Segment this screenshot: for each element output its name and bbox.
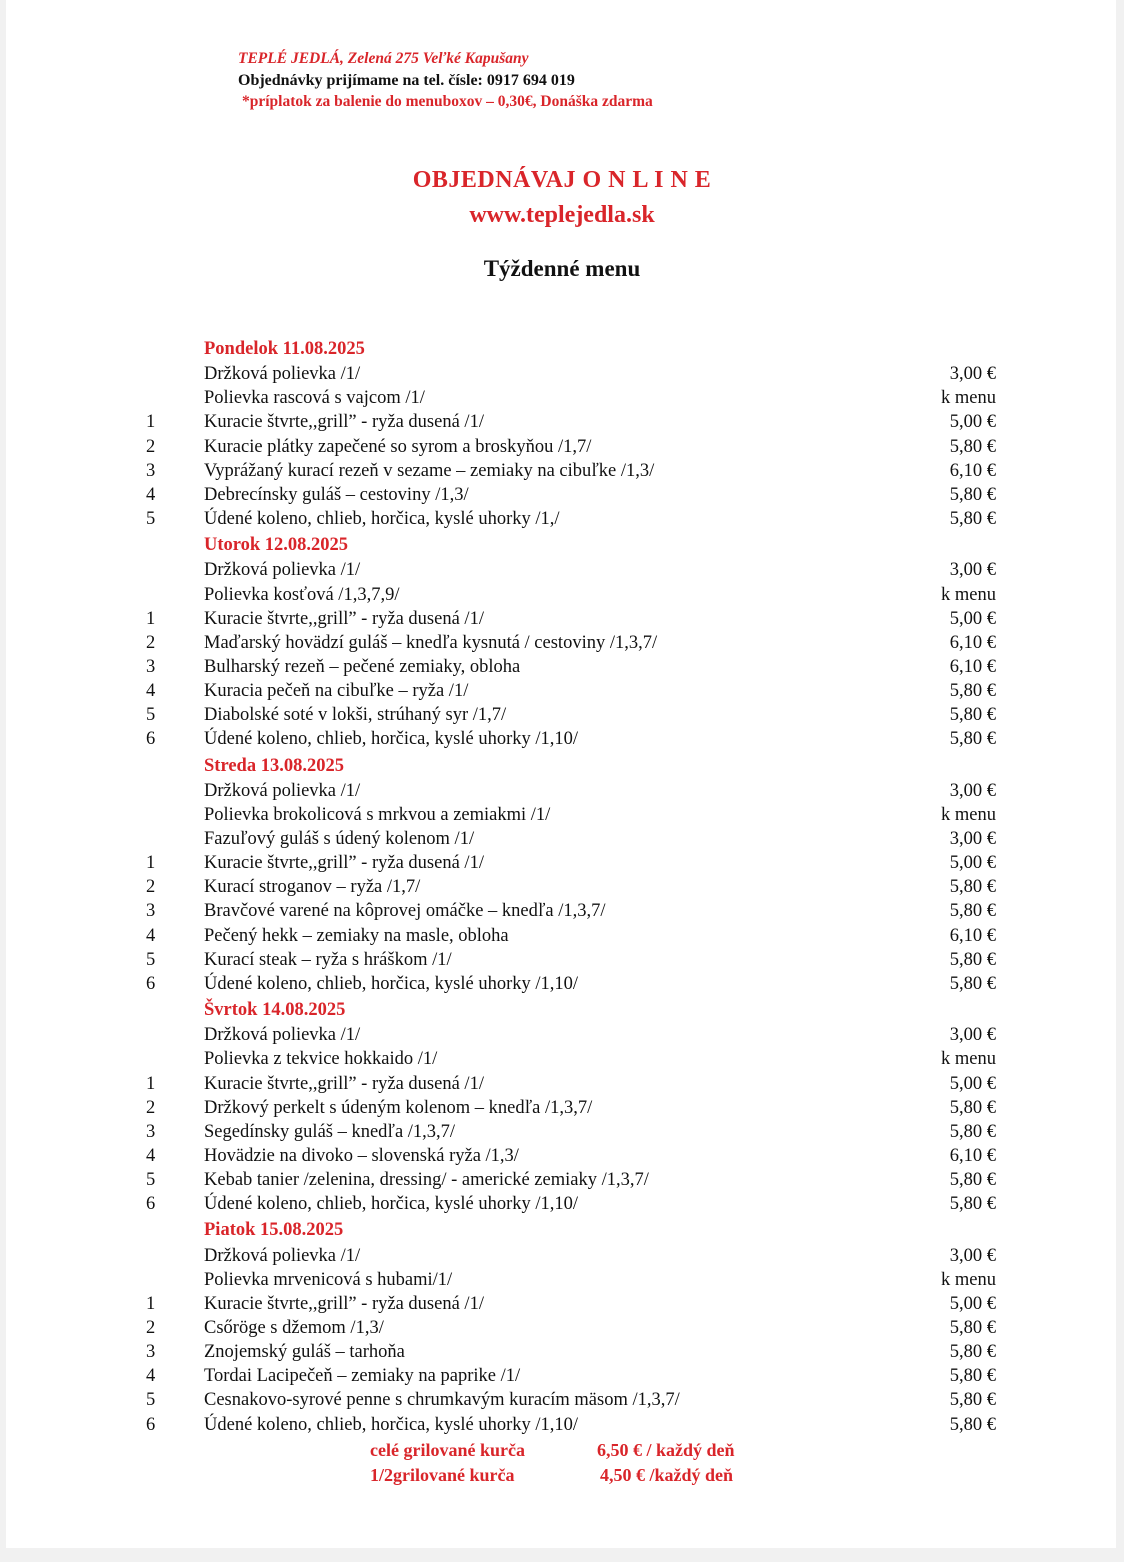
menu-item-name: Držková polievka /1/	[204, 1245, 361, 1266]
menu-item-number: 1	[146, 1073, 156, 1094]
day-heading: Švrtok 14.08.2025	[204, 1000, 346, 1021]
menu-item-row	[0, 950, 1124, 974]
menu-item-price: 3,00 €	[949, 829, 996, 849]
day-heading: Piatok 15.08.2025	[204, 1220, 344, 1241]
menu-item-price: 5,80 €	[949, 1121, 996, 1142]
menu-item-price: k menu	[941, 1269, 996, 1290]
menu-item-name: Maďarský hovädzí guláš – knedľa kysnutá / cestoviny /1,3,7/	[204, 632, 658, 653]
menu-item-number: 4	[146, 1145, 156, 1166]
menu-item-number: 6	[146, 729, 156, 750]
menu-item-number: 1	[146, 853, 156, 874]
menu-item-name: Údené koleno, chlieb, horčica, kyslé uhorky /1,10/	[204, 973, 579, 994]
menu-item-price: 5,80 €	[949, 973, 996, 994]
menu-item-number: 1	[146, 1293, 156, 1314]
footer-price-whole-chicken: 6,50 € / každý deň	[597, 1440, 735, 1460]
menu-item-name: Pečený hekk – zemiaky na masle, obloha	[204, 925, 509, 946]
menu-item-row	[0, 485, 1124, 509]
menu-item-row	[0, 729, 1124, 753]
menu-item-price: 6,10 €	[949, 656, 996, 677]
menu-item-price: 5,80 €	[949, 877, 996, 898]
menu-item-name: Vyprážaný kurací rezeň v sezame – zemiaky na cibuľke /1,3/	[204, 460, 655, 481]
menu-item-number: 4	[146, 484, 156, 505]
menu-item-price: 5,00 €	[949, 412, 996, 433]
menu-item-row	[0, 681, 1124, 705]
menu-item-price: k menu	[941, 1049, 996, 1070]
menu-item-number: 5	[146, 1390, 156, 1411]
menu-item-row	[0, 1294, 1124, 1318]
menu-item-row	[0, 364, 1124, 388]
menu-item-row	[0, 388, 1124, 412]
menu-item-number: 3	[146, 1342, 156, 1363]
menu-item-price: 5,80 €	[949, 1390, 996, 1411]
menu-item-number: 3	[146, 1121, 156, 1142]
menu-item-name: Kuracie štvrte,,grill” - ryža dusená /1/	[204, 608, 484, 629]
menu-item-number: 3	[146, 460, 156, 481]
menu-item-row	[0, 1074, 1124, 1098]
day-heading: Utorok 12.08.2025	[204, 535, 349, 556]
menu-item-name: Údené koleno, chlieb, horčica, kyslé uhorky /1,/	[204, 509, 560, 530]
menu-item-row	[0, 1390, 1124, 1414]
menu-item-price: 5,80 €	[949, 901, 996, 922]
menu-item-price: 6,10 €	[949, 632, 996, 653]
menu-item-price: 5,80 €	[949, 1194, 996, 1215]
menu-item-number: 5	[146, 509, 156, 530]
menu-item-number: 6	[146, 973, 156, 994]
menu-item-name: Polievka rascová s vajcom /1/	[204, 388, 425, 409]
menu-item-price: 5,00 €	[949, 1073, 996, 1094]
menu-item-name: Polievka z tekvice hokkaido /1/	[204, 1049, 438, 1070]
menu-item-price: 3,00 €	[949, 1025, 996, 1046]
menu-item-name: Segedínsky guláš – knedľa /1,3,7/	[204, 1121, 456, 1142]
footer-price-half-chicken: 4,50 € /každý deň	[600, 1465, 734, 1485]
menu-item-price: k menu	[941, 584, 996, 605]
menu-item-name: Csőröge s džemom /1,3/	[204, 1318, 384, 1338]
menu-item-name: Polievka brokolicová s mrkvou a zemiakmi /1/	[204, 804, 551, 825]
menu-item-number: 1	[146, 608, 156, 629]
menu-item-row	[0, 805, 1124, 829]
menu-item-name: Držková polievka /1/	[204, 364, 361, 385]
menu-item-price: 5,80 €	[949, 1097, 996, 1118]
menu-item-row	[0, 974, 1124, 998]
menu-item-name: Držková polievka /1/	[204, 1025, 361, 1046]
menu-item-number: 5	[146, 1170, 156, 1191]
menu-item-name: Kurací stroganov – ryža /1,7/	[204, 877, 421, 898]
menu-item-name: Kebab tanier /zelenina, dressing/ - americké zemiaky /1,3,7/	[204, 1170, 649, 1191]
menu-item-row	[0, 829, 1124, 853]
menu-item-row	[0, 1170, 1124, 1194]
menu-item-number: 2	[146, 436, 156, 457]
menu-item-row	[0, 1270, 1124, 1294]
menu-item-number: 2	[146, 1097, 156, 1118]
menu-item-name: Kurací steak – ryža s hráškom /1/	[204, 949, 452, 970]
menu-item-name: Držkový perkelt s údeným kolenom – knedľa /1,3,7/	[204, 1097, 593, 1118]
restaurant-address: TEPLÉ JEDLÁ, Zelená 275 Veľké Kapušany	[238, 50, 529, 67]
menu-item-row	[0, 853, 1124, 877]
menu-item-price: 5,80 €	[949, 1414, 996, 1435]
menu-item-row	[0, 1146, 1124, 1170]
day-heading: Pondelok 11.08.2025	[204, 339, 365, 359]
menu-item-name: Držková polievka /1/	[204, 780, 361, 801]
menu-item-row	[0, 781, 1124, 805]
menu-item-number: 6	[146, 1414, 156, 1435]
menu-item-price: 5,80 €	[949, 681, 996, 702]
menu-item-name: Bravčové varené na kôprovej omáčke – knedľa /1,3,7/	[204, 901, 606, 922]
menu-item-price: 6,10 €	[949, 925, 996, 946]
menu-item-row	[0, 437, 1124, 461]
menu-item-row	[0, 560, 1124, 584]
menu-item-row	[0, 1318, 1124, 1342]
menu-item-name: Údené koleno, chlieb, horčica, kyslé uhorky /1,10/	[204, 729, 579, 750]
menu-item-name: Tordai Lacipečeň – zemiaky na paprike /1/	[204, 1366, 521, 1387]
menu-item-row	[0, 1366, 1124, 1390]
menu-item-row	[0, 901, 1124, 925]
menu-item-price: 5,80 €	[949, 484, 996, 505]
menu-item-row	[0, 877, 1124, 901]
day-heading: Streda 13.08.2025	[204, 755, 344, 776]
menu-item-name: Kuracie štvrte,,grill” - ryža dusená /1/	[204, 1293, 484, 1314]
menu-item-number: 3	[146, 901, 156, 922]
footer-label-half-chicken: 1/2grilované kurča	[370, 1465, 515, 1485]
menu-item-number: 3	[146, 656, 156, 677]
menu-item-number: 2	[146, 1318, 156, 1338]
menu-item-number: 5	[146, 705, 156, 726]
menu-item-name: Kuracia pečeň na cibuľke – ryža /1/	[204, 681, 469, 702]
menu-item-row	[0, 1246, 1124, 1270]
menu-item-row	[0, 1049, 1124, 1073]
menu-item-row	[0, 461, 1124, 485]
packaging-note: *príplatok za balenie do menuboxov – 0,30€, Donáška zdarma	[242, 93, 653, 110]
menu-item-name: Bulharský rezeň – pečené zemiaky, obloha	[204, 656, 521, 677]
menu-item-name: Kuracie plátky zapečené so syrom a broskyňou /1,7/	[204, 436, 592, 457]
menu-item-row	[0, 585, 1124, 609]
menu-item-price: 5,00 €	[949, 853, 996, 874]
menu-item-row	[0, 633, 1124, 657]
menu-item-price: 6,10 €	[949, 1145, 996, 1166]
menu-item-price: k menu	[941, 388, 996, 409]
menu-item-name: Fazuľový guláš s údený kolenom /1/	[204, 829, 475, 849]
menu-item-number: 5	[146, 949, 156, 970]
menu-item-row	[0, 1415, 1124, 1439]
menu-item-name: Držková polievka /1/	[204, 560, 361, 581]
menu-item-name: Kuracie štvrte,,grill” - ryža dusená /1/	[204, 1073, 484, 1094]
menu-item-price: k menu	[941, 804, 996, 825]
menu-item-number: 4	[146, 925, 156, 946]
menu-item-name: Kuracie štvrte,,grill” - ryža dusená /1/	[204, 853, 484, 874]
menu-item-price: 3,00 €	[949, 1245, 996, 1266]
menu-item-price: 5,80 €	[949, 1342, 996, 1363]
menu-item-name: Údené koleno, chlieb, horčica, kyslé uhorky /1,10/	[204, 1414, 579, 1435]
menu-item-name: Cesnakovo-syrové penne s chrumkavým kuracím mäsom /1,3,7/	[204, 1390, 680, 1411]
menu-item-price: 5,00 €	[949, 1293, 996, 1314]
menu-item-row	[0, 657, 1124, 681]
menu-item-row	[0, 412, 1124, 436]
menu-item-name: Znojemský guláš – tarhoňa	[204, 1342, 405, 1363]
menu-item-number: 2	[146, 877, 156, 898]
menu-item-name: Hovädzie na divoko – slovenská ryža /1,3/	[204, 1145, 519, 1166]
menu-item-name: Údené koleno, chlieb, horčica, kyslé uhorky /1,10/	[204, 1194, 579, 1215]
menu-item-row	[0, 1025, 1124, 1049]
menu-item-name: Debrecínsky guláš – cestoviny /1,3/	[204, 484, 469, 505]
menu-item-price: 5,80 €	[949, 1170, 996, 1191]
menu-item-price: 5,80 €	[949, 1366, 996, 1387]
menu-item-row	[0, 1122, 1124, 1146]
menu-item-number: 2	[146, 632, 156, 653]
footer-label-whole-chicken: celé grilované kurča	[370, 1440, 525, 1460]
menu-item-name: Polievka kosťová /1,3,7,9/	[204, 584, 400, 605]
menu-item-price: 5,80 €	[949, 729, 996, 750]
menu-item-price: 5,80 €	[949, 1318, 996, 1338]
menu-item-row	[0, 1194, 1124, 1218]
menu-item-price: 5,80 €	[949, 949, 996, 970]
menu-item-price: 5,80 €	[949, 509, 996, 530]
menu-item-price: 3,00 €	[949, 364, 996, 385]
menu-item-price: 5,80 €	[949, 705, 996, 726]
menu-item-number: 4	[146, 681, 156, 702]
menu-item-row	[0, 1342, 1124, 1366]
menu-item-number: 1	[146, 412, 156, 433]
menu-item-row	[0, 1098, 1124, 1122]
menu-item-price: 5,80 €	[949, 436, 996, 457]
menu-item-name: Diabolské soté v lokši, strúhaný syr /1,7/	[204, 705, 507, 726]
menu-item-row	[0, 705, 1124, 729]
menu-item-number: 4	[146, 1366, 156, 1387]
page-title: Týždenné menu	[483, 256, 641, 281]
order-online-heading: OBJEDNÁVAJ O N L I N E	[412, 167, 712, 193]
menu-item-name: Kuracie štvrte,,grill” - ryža dusená /1/	[204, 412, 484, 433]
menu-item-number: 6	[146, 1194, 156, 1215]
menu-item-row	[0, 509, 1124, 533]
menu-item-price: 3,00 €	[949, 780, 996, 801]
menu-item-price: 5,00 €	[949, 608, 996, 629]
website-link[interactable]: www.teplejedla.sk	[469, 202, 655, 228]
menu-item-row	[0, 926, 1124, 950]
menu-item-name: Polievka mrvenicová s hubami/1/	[204, 1269, 453, 1290]
order-phone: Objednávky prijímame na tel. čísle: 0917 694 019	[238, 72, 575, 89]
menu-item-price: 3,00 €	[949, 560, 996, 581]
menu-item-row	[0, 609, 1124, 633]
menu-item-price: 6,10 €	[949, 460, 996, 481]
